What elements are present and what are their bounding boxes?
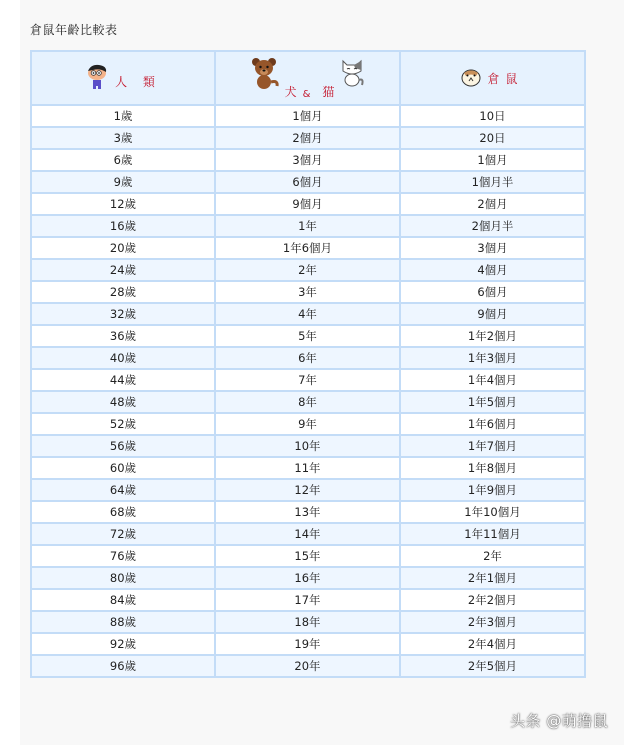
dog-cat-age-cell: 14年 (215, 523, 400, 545)
dog-cat-age-cell: 17年 (215, 589, 400, 611)
table-row (31, 171, 585, 193)
hamster-age-cell: 1年11個月 (400, 523, 585, 545)
table-row (31, 325, 585, 347)
table-row (31, 479, 585, 501)
human-age-cell: 72歲 (31, 523, 215, 545)
dog-cat-age-cell: 16年 (215, 567, 400, 589)
header-dog-label: 犬 (284, 85, 297, 99)
hamster-age-cell: 10日 (400, 105, 585, 127)
hamster-age-cell: 2年2個月 (400, 589, 585, 611)
header-human-label: 人 類 (115, 74, 161, 89)
table-row (31, 545, 585, 567)
human-age-cell: 60歲 (31, 457, 215, 479)
watermark: 头条 @萌撸鼠 (510, 712, 609, 730)
dog-cat-age-cell: 6個月 (215, 171, 400, 193)
header-hamster-label: 倉鼠 (487, 71, 524, 86)
dog-cat-age-cell: 1年 (215, 215, 400, 237)
dog-cat-age-cell: 1年6個月 (215, 237, 400, 259)
human-age-cell: 40歲 (31, 347, 215, 369)
hamster-age-cell: 2年4個月 (400, 633, 585, 655)
dog-icon (251, 56, 279, 90)
dog-cat-age-cell: 10年 (215, 435, 400, 457)
human-age-cell: 28歲 (31, 281, 215, 303)
human-age-cell: 6歲 (31, 149, 215, 171)
header-hamster (400, 51, 585, 105)
human-age-cell: 9歲 (31, 171, 215, 193)
hamster-age-cell: 3個月 (400, 237, 585, 259)
table-row (31, 413, 585, 435)
header-human (31, 51, 215, 105)
dog-cat-age-cell: 12年 (215, 479, 400, 501)
table-row (31, 567, 585, 589)
human-age-cell: 64歲 (31, 479, 215, 501)
table-row (31, 237, 585, 259)
header-dog-cat (215, 51, 400, 105)
table-row (31, 633, 585, 655)
dog-cat-age-cell: 2個月 (215, 127, 400, 149)
human-age-cell: 96歲 (31, 655, 215, 677)
hamster-age-cell: 1年10個月 (400, 501, 585, 523)
dog-cat-age-cell: 4年 (215, 303, 400, 325)
hamster-age-cell: 4個月 (400, 259, 585, 281)
human-age-cell: 16歲 (31, 215, 215, 237)
hamster-age-cell: 2個月半 (400, 215, 585, 237)
human-age-cell: 3歲 (31, 127, 215, 149)
header-cat-label: 猫 (322, 85, 335, 99)
human-age-cell: 36歲 (31, 325, 215, 347)
dog-cat-age-cell: 13年 (215, 501, 400, 523)
human-age-cell: 12歲 (31, 193, 215, 215)
human-age-cell: 20歲 (31, 237, 215, 259)
hamster-age-cell: 6個月 (400, 281, 585, 303)
age-comparison-table (30, 50, 586, 678)
header-amp: & (302, 89, 317, 100)
human-age-cell: 32歲 (31, 303, 215, 325)
table-row (31, 281, 585, 303)
hamster-age-cell: 1年6個月 (400, 413, 585, 435)
human-age-cell: 24歲 (31, 259, 215, 281)
human-age-cell: 92歲 (31, 633, 215, 655)
table-row (31, 127, 585, 149)
table-body (31, 105, 585, 677)
dog-cat-age-cell: 3個月 (215, 149, 400, 171)
hamster-age-cell: 2年5個月 (400, 655, 585, 677)
boy-icon (85, 64, 109, 90)
table-row (31, 501, 585, 523)
hamster-age-cell: 2年 (400, 545, 585, 567)
hamster-age-cell: 2年1個月 (400, 567, 585, 589)
dog-cat-age-cell: 6年 (215, 347, 400, 369)
table-row (31, 457, 585, 479)
table-row (31, 149, 585, 171)
table-row (31, 259, 585, 281)
hamster-age-cell: 1年4個月 (400, 369, 585, 391)
hamster-age-cell: 1個月 (400, 149, 585, 171)
dog-cat-age-cell: 18年 (215, 611, 400, 633)
table-row (31, 523, 585, 545)
page-title: 倉鼠年齡比較表 (30, 23, 118, 37)
cat-icon (340, 58, 364, 88)
hamster-age-cell: 9個月 (400, 303, 585, 325)
table-row (31, 215, 585, 237)
table-row (31, 611, 585, 633)
dog-cat-age-cell: 19年 (215, 633, 400, 655)
hamster-age-cell: 1年8個月 (400, 457, 585, 479)
dog-cat-age-cell: 15年 (215, 545, 400, 567)
hamster-age-cell: 1年9個月 (400, 479, 585, 501)
human-age-cell: 88歲 (31, 611, 215, 633)
dog-cat-age-cell: 11年 (215, 457, 400, 479)
dog-cat-age-cell: 9個月 (215, 193, 400, 215)
dog-cat-age-cell: 2年 (215, 259, 400, 281)
table-row (31, 655, 585, 677)
dog-cat-age-cell: 1個月 (215, 105, 400, 127)
table-row (31, 435, 585, 457)
table-row (31, 193, 585, 215)
dog-cat-age-cell: 8年 (215, 391, 400, 413)
hamster-age-cell: 2個月 (400, 193, 585, 215)
hamster-icon (461, 67, 481, 87)
hamster-age-cell: 1年3個月 (400, 347, 585, 369)
table-row (31, 105, 585, 127)
human-age-cell: 80歲 (31, 567, 215, 589)
hamster-age-cell: 1年5個月 (400, 391, 585, 413)
human-age-cell: 68歲 (31, 501, 215, 523)
human-age-cell: 44歲 (31, 369, 215, 391)
human-age-cell: 52歲 (31, 413, 215, 435)
human-age-cell: 48歲 (31, 391, 215, 413)
hamster-age-cell: 1年7個月 (400, 435, 585, 457)
dog-cat-age-cell: 9年 (215, 413, 400, 435)
hamster-age-cell: 1年2個月 (400, 325, 585, 347)
human-age-cell: 76歲 (31, 545, 215, 567)
hamster-age-cell: 20日 (400, 127, 585, 149)
table-row (31, 347, 585, 369)
dog-cat-age-cell: 5年 (215, 325, 400, 347)
dog-cat-age-cell: 7年 (215, 369, 400, 391)
table-row (31, 369, 585, 391)
human-age-cell: 1歲 (31, 105, 215, 127)
dog-cat-age-cell: 20年 (215, 655, 400, 677)
hamster-age-cell: 1個月半 (400, 171, 585, 193)
human-age-cell: 56歲 (31, 435, 215, 457)
table-header-row (31, 51, 585, 105)
dog-cat-age-cell: 3年 (215, 281, 400, 303)
hamster-age-cell: 2年3個月 (400, 611, 585, 633)
table-row (31, 391, 585, 413)
table-row (31, 303, 585, 325)
human-age-cell: 84歲 (31, 589, 215, 611)
table-row (31, 589, 585, 611)
